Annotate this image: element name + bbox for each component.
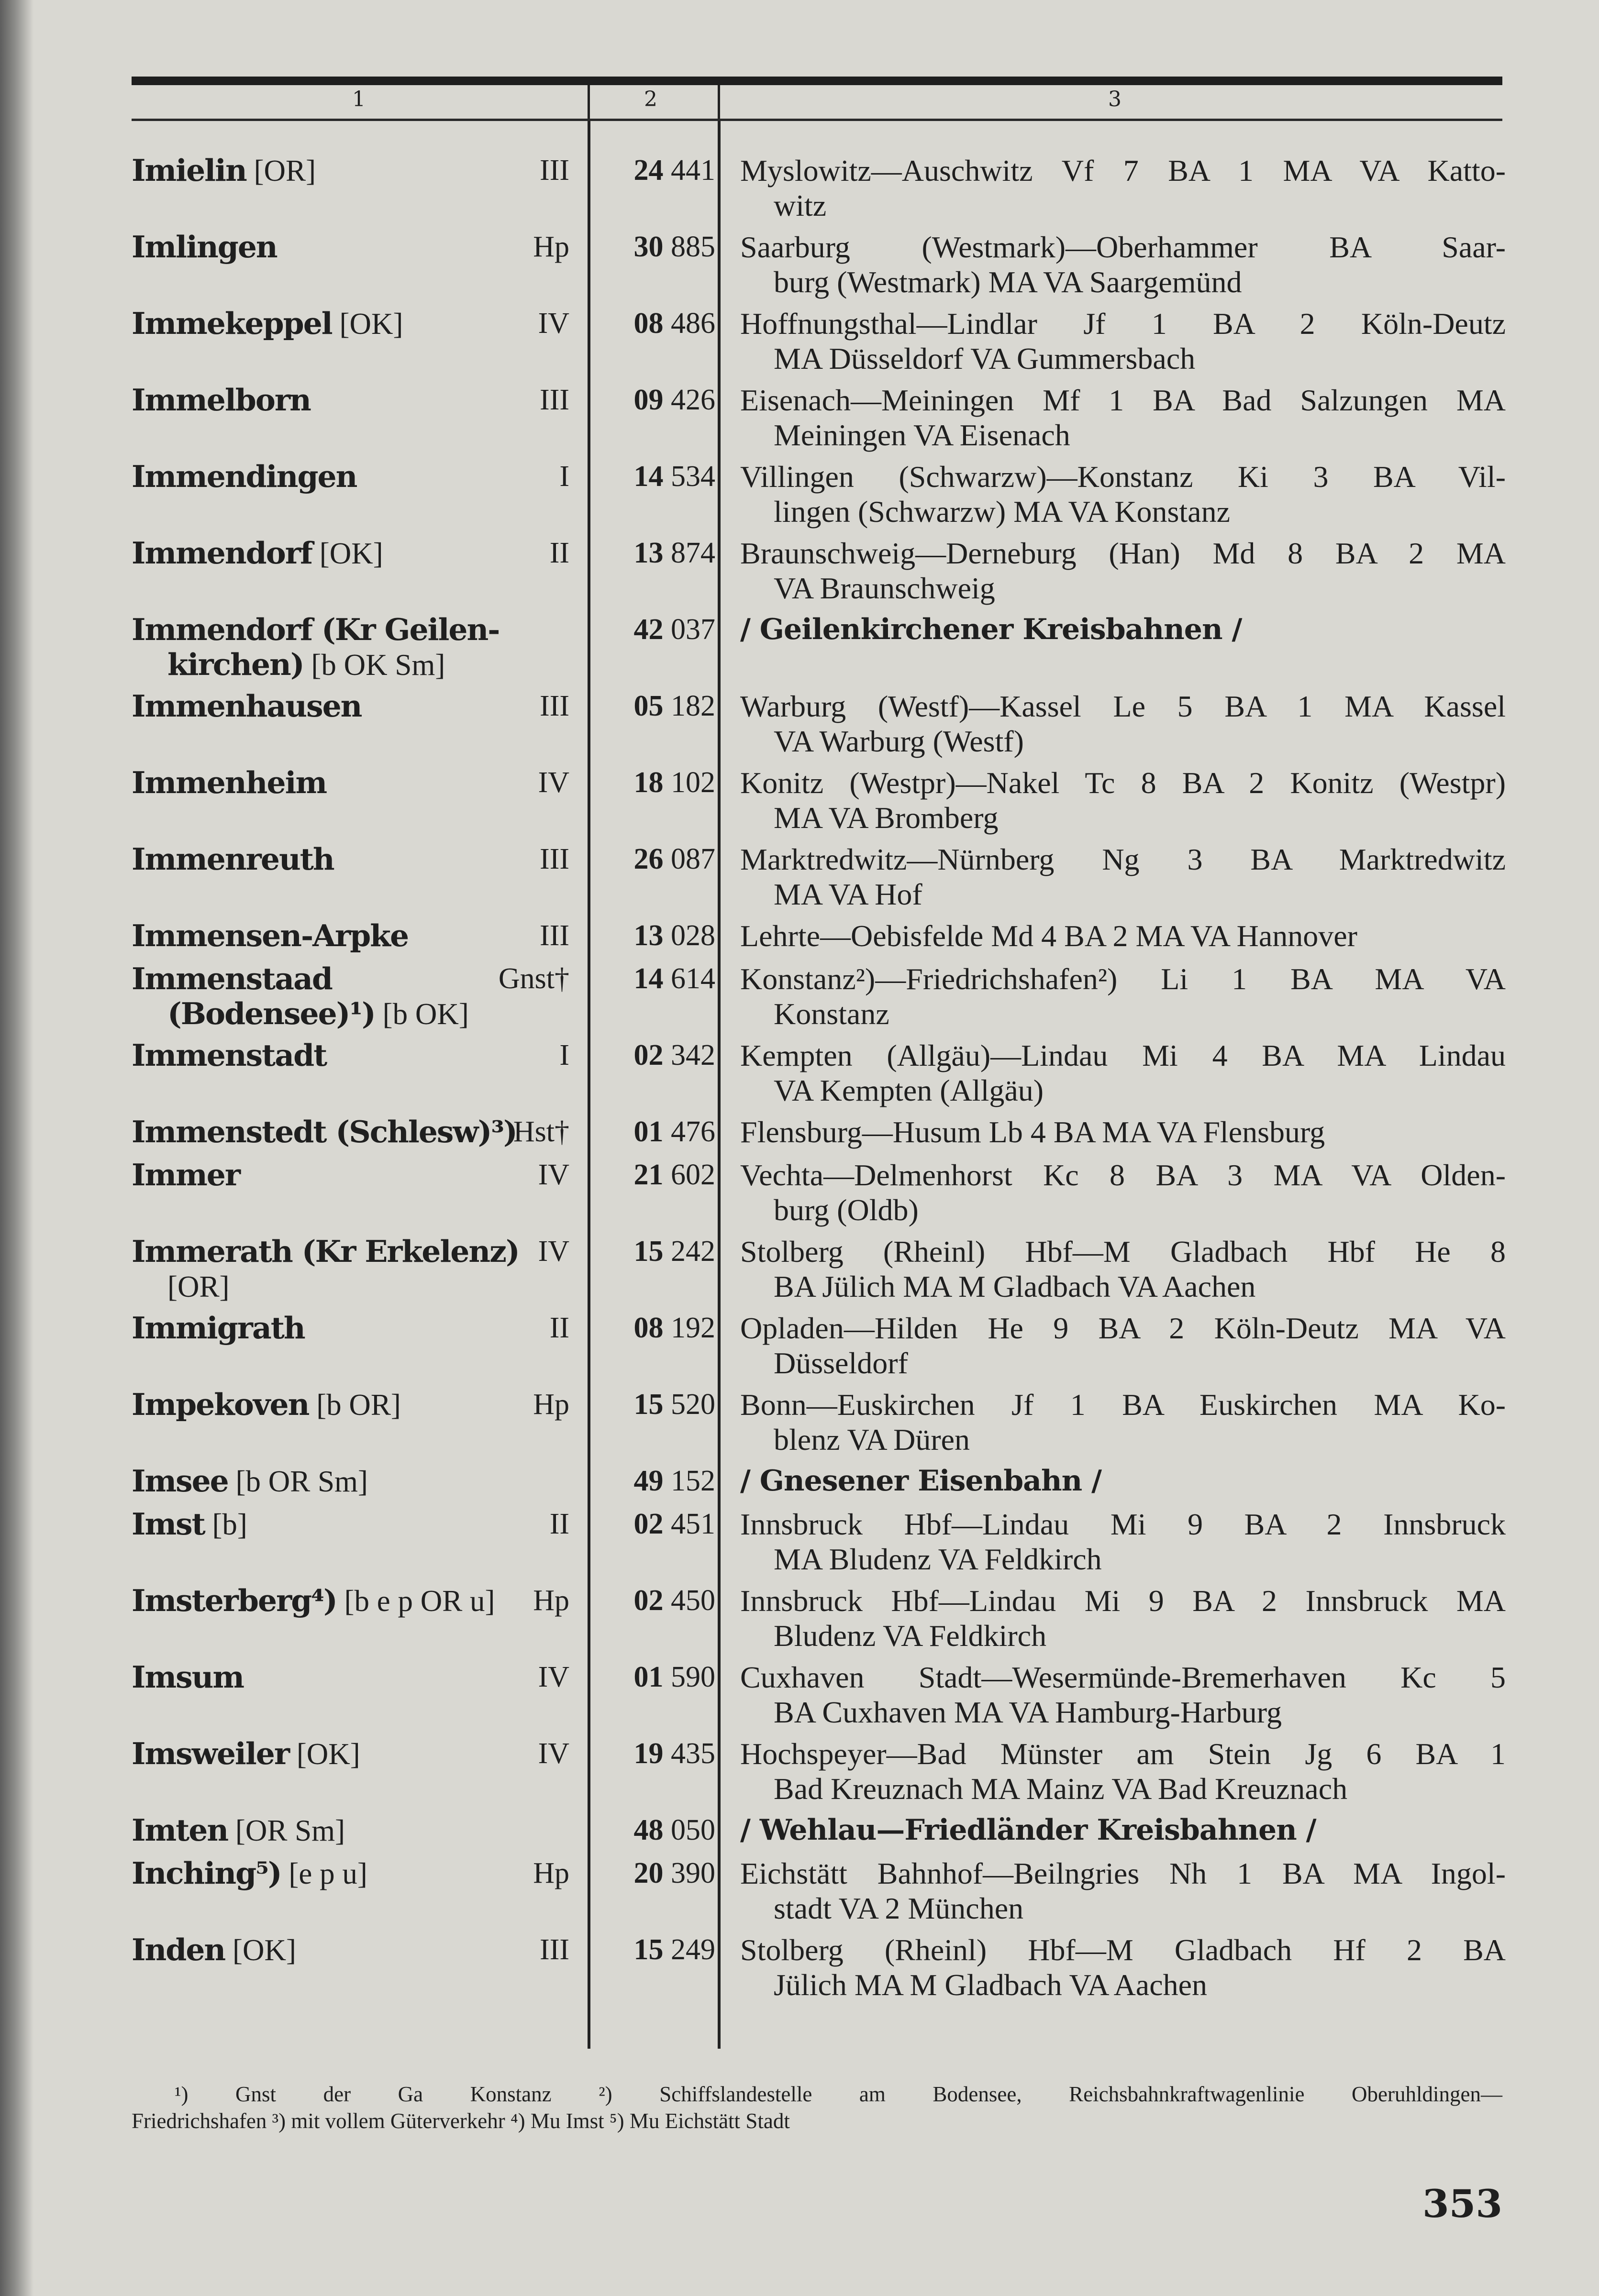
station-entry [0,230,1599,301]
station-number-suffix: 152 [671,1465,715,1497]
station-name-text: Inching⁵) [132,1855,281,1891]
route-line-1: / Wehlau—Friedländer Kreisbahnen / [740,1813,1316,1847]
column-divider-head-1 [588,85,590,119]
station-number-suffix: 534 [671,460,715,493]
route-line-2: Bludenz VA Feldkirch [774,1619,1047,1653]
station-entry [0,306,1599,378]
column-header-1: 1 [352,87,366,111]
station-number [596,1660,715,1695]
station-remarks: [e p u] [281,1857,367,1890]
route-line-1: Konstanz²)—Friedrichshafen²) Li 1 BA MA VA [740,962,1506,996]
route-line-2: Meiningen VA Eisenach [774,418,1070,452]
station-number-prefix: 30 [633,231,664,263]
station-remarks: [OK] [312,537,383,570]
station-name-text: Inden [132,1932,225,1967]
station-number-prefix: 13 [633,919,664,952]
route-description [740,765,1506,835]
station-name [132,765,514,800]
route-line-2: MA Bludenz VA Feldkirch [774,1542,1102,1576]
station-class: IV [538,1159,569,1191]
station-name [132,230,514,265]
station-number-prefix: 14 [633,460,664,493]
station-number-suffix: 037 [671,613,715,646]
route-line-1: Stolberg (Rheinl) Hbf—M Gladbach Hbf He 8 [740,1235,1506,1269]
station-number [596,153,715,188]
station-name [132,1038,514,1073]
route-description [740,1158,1506,1227]
route-description [740,961,1506,1031]
station-name [132,612,514,683]
route-description [740,842,1506,912]
station-name-text: Imlingen [132,229,277,265]
station-number-prefix: 15 [633,1933,664,1966]
route-description [740,536,1506,606]
station-number-prefix: 13 [633,537,664,569]
station-entry [0,842,1599,914]
column-header-2: 2 [644,87,657,111]
route-line-1: Hoffnungsthal—Lindlar Jf 1 BA 2 Köln-Deutz [740,307,1506,341]
station-number-prefix: 02 [633,1584,664,1617]
route-line-1: Flensburg—Husum Lb 4 BA MA VA Flensburg [740,1115,1325,1149]
station-entry [0,961,1599,1033]
station-number [596,1464,715,1499]
station-class: III [540,1933,569,1966]
station-entry [0,1932,1599,2004]
station-number-prefix: 19 [633,1737,664,1770]
station-remarks: [OR] [246,154,316,188]
route-description [740,306,1506,376]
station-number-prefix: 24 [633,154,664,187]
station-entry [0,1311,1599,1382]
route-line-1: Bonn—Euskirchen Jf 1 BA Euskirchen MA Ko- [740,1388,1506,1422]
station-number [596,842,715,877]
station-class: II [549,1508,569,1540]
route-line-2: VA Braunschweig [774,571,995,605]
station-name-continued: (Bodensee)¹) [167,996,375,1031]
route-line-2: burg (Oldb) [774,1193,919,1227]
station-number-prefix: 15 [633,1388,664,1421]
station-name [132,1660,514,1695]
route-description [740,1387,1506,1457]
station-entry [0,1038,1599,1110]
station-name-text: Imst [132,1506,205,1542]
station-number [596,689,715,724]
station-number-suffix: 451 [671,1508,715,1540]
route-line-1: Innsbruck Hbf—Lindau Mi 9 BA 2 Innsbruck [740,1507,1506,1541]
station-name [132,1813,514,1848]
station-number [596,1234,715,1269]
station-number-suffix: 242 [671,1235,715,1268]
station-number [596,1856,715,1891]
station-number-prefix: 14 [633,962,664,995]
route-line-2: stadt VA 2 München [774,1891,1024,1925]
station-number-suffix: 050 [671,1814,715,1846]
station-number-suffix: 102 [671,766,715,799]
station-number [596,1932,715,1967]
station-class: IV [538,766,569,799]
station-number [596,1158,715,1192]
route-line-1: Konitz (Westpr)—Nakel Tc 8 BA 2 Konitz (Westpr) [740,766,1506,800]
station-name [132,383,514,418]
station-number-suffix: 028 [671,919,715,952]
route-description [740,459,1506,529]
station-number-suffix: 486 [671,307,715,340]
route-line-2: BA Jülich MA M Gladbach VA Aachen [774,1269,1256,1303]
route-description [740,1038,1506,1108]
station-name-text: Immigrath [132,1310,305,1346]
route-line-1: Marktredwitz—Nürnberg Ng 3 BA Marktredwitz [740,842,1506,876]
station-name [132,961,514,1032]
station-entry [0,1158,1599,1229]
station-number [596,1311,715,1346]
route-line-2: MA Düsseldorf VA Gummersbach [774,342,1196,375]
station-remarks: [b OK Sm] [303,648,445,682]
station-name [132,842,514,877]
route-line-2: witz [774,188,827,222]
station-name-text: Immer [132,1157,240,1192]
station-remarks: [b OR] [309,1388,401,1422]
station-class: I [559,1039,569,1071]
station-name [132,153,514,188]
station-class: III [540,843,569,875]
column-header-3: 3 [1108,87,1122,111]
footnotes [132,2081,1502,2134]
station-name [132,1387,514,1423]
route-description [740,383,1506,453]
station-name-text: Immenstadt [132,1038,327,1073]
station-number [596,536,715,571]
page-number: 353 [1422,2181,1502,2226]
station-name-text: Imsterberg⁴) [132,1583,337,1618]
station-name-text: Imsum [132,1659,244,1695]
station-name [132,1856,514,1891]
station-number-prefix: 01 [633,1115,664,1148]
route-description [740,918,1506,953]
station-number-prefix: 48 [633,1814,664,1846]
station-class: III [540,690,569,722]
route-line-1: Innsbruck Hbf—Lindau Mi 9 BA 2 Innsbruck MA [740,1584,1506,1618]
station-entry [0,1660,1599,1732]
station-number-suffix: 476 [671,1115,715,1148]
route-line-1: Saarburg (Westmark)—Oberhammer BA Saar- [740,230,1506,264]
station-class: III [540,154,569,187]
station-entry [0,153,1599,225]
station-number-suffix: 192 [671,1312,715,1344]
station-remarks: [b OR Sm] [228,1465,368,1498]
route-description [740,1736,1506,1806]
route-line-2: BA Cuxhaven MA VA Hamburg-Harburg [774,1695,1282,1729]
station-class: Gnst† [498,962,569,995]
route-line-1: Villingen (Schwarzw)—Konstanz Ki 3 BA Vil- [740,460,1506,494]
station-number [596,612,715,647]
station-name [132,1158,514,1192]
station-number-prefix: 08 [633,1312,664,1344]
route-line-1: Braunschweig—Derneburg (Han) Md 8 BA 2 MA [740,536,1506,570]
station-class: III [540,384,569,416]
station-number [596,230,715,265]
route-description [740,1115,1506,1149]
station-name [132,1736,514,1772]
station-remarks: [OR] [167,1270,230,1303]
route-description [740,1234,1506,1304]
station-number-prefix: 18 [633,766,664,799]
station-name-text: Immenstedt (Schlesw)³) [132,1114,517,1149]
station-name-text: Immelborn [132,382,311,418]
route-line-2: lingen (Schwarzw) MA VA Konstanz [774,495,1230,529]
station-number-prefix: 26 [633,843,664,875]
station-name [132,306,514,342]
station-name [132,918,514,953]
header-rule [132,119,1502,121]
station-name-text: Imielin [132,153,246,188]
station-name-continued: kirchen) [167,647,304,682]
station-number-prefix: 42 [633,613,664,646]
station-number-prefix: 05 [633,690,664,722]
station-name-text: Imsweiler [132,1736,289,1771]
station-name [132,1464,514,1499]
route-line-2: MA VA Hof [774,877,922,911]
station-class: I [559,460,569,493]
route-line-1: Myslowitz—Auschwitz Vf 7 BA 1 MA VA Katto- [740,154,1506,188]
footnote-line-2: Friedrichshafen ³) mit vollem Güterverkehr ⁴) Mu Imst ⁵) Mu Eichstätt Stadt [132,2109,790,2133]
station-remarks: [b] [204,1508,247,1541]
route-description [740,1583,1506,1653]
station-name-text: Immendingen [132,459,357,494]
route-line-2: blenz VA Düren [774,1423,970,1457]
station-number-suffix: 390 [671,1857,715,1889]
route-description [740,1311,1506,1380]
route-line-2: burg (Westmark) MA VA Saargemünd [774,265,1242,299]
footnote-line-1: ¹) Gnst der Ga Konstanz ²) Schiffslandestelle am Bodensee, Reichsbahnkraftwagenlinie Oberuhldingen— [175,2082,1502,2106]
station-number-suffix: 874 [671,537,715,569]
station-entry [0,536,1599,607]
station-number [596,459,715,494]
station-name-text: Immendorf [132,535,312,571]
station-entry [0,612,1599,684]
route-description [740,1660,1506,1730]
station-entry [0,689,1599,761]
station-number [596,1583,715,1618]
route-line-1: Hochspeyer—Bad Münster am Stein Jg 6 BA 1 [740,1737,1506,1771]
station-name-text: Immenhausen [132,688,362,724]
station-name [132,1507,514,1542]
station-name [132,1114,517,1149]
station-name [132,536,514,571]
station-entry [0,1507,1599,1578]
route-line-1: / Geilenkirchener Kreisbahnen / [740,613,1242,646]
station-number-suffix: 182 [671,690,715,722]
station-entry [0,1856,1599,1928]
route-line-2: Düsseldorf [774,1346,908,1380]
station-remarks: [OK] [289,1737,360,1771]
station-number [596,918,715,953]
route-line-1: Cuxhaven Stadt—Wesermünde-Bremerhaven Kc 5 [740,1660,1506,1694]
station-name-text: Imsee [132,1463,228,1499]
station-class: IV [538,1661,569,1693]
route-description [740,1507,1506,1577]
station-class: IV [538,307,569,340]
route-line-1: Stolberg (Rheinl) Hbf—M Gladbach Hf 2 BA [740,1933,1506,1967]
station-number-prefix: 02 [633,1508,664,1540]
route-description [740,1932,1506,2002]
station-name-text: Immerath (Kr Erkelenz) [132,1234,519,1269]
station-name-text: Immenheim [132,765,327,800]
route-line-2: VA Warburg (Westf) [774,724,1024,758]
route-description [740,689,1506,759]
station-remarks: [b e p OR u] [336,1584,495,1618]
station-name [132,1583,514,1619]
station-entry [0,383,1599,454]
station-entry [0,1583,1599,1655]
top-rule [132,77,1502,85]
station-entry [0,459,1599,531]
route-description [740,1813,1506,1848]
station-number-suffix: 520 [671,1388,715,1421]
station-name-text: Imten [132,1812,228,1848]
station-name [132,689,514,724]
station-number-prefix: 02 [633,1039,664,1071]
station-number [596,961,715,996]
station-entry [0,765,1599,837]
route-line-2: MA VA Bromberg [774,801,999,835]
station-number [596,1387,715,1422]
station-name [132,459,514,494]
station-number-prefix: 08 [633,307,664,340]
station-class: Hp [533,231,569,263]
station-number [596,1115,715,1149]
station-name-text: Immendorf (Kr Geilen- [132,612,500,647]
route-description [740,230,1506,299]
route-line-2: VA Kempten (Allgäu) [774,1073,1044,1107]
station-number [596,306,715,341]
station-entry [0,1234,1599,1306]
station-number-suffix: 450 [671,1584,715,1617]
station-class: Hst† [513,1115,569,1148]
route-line-1: / Gnesener Eisenbahn / [740,1464,1102,1498]
station-entry [0,1736,1599,1808]
station-number [596,383,715,418]
station-class: IV [538,1235,569,1268]
route-description [740,153,1506,223]
station-number-suffix: 602 [671,1159,715,1191]
station-number [596,1736,715,1771]
station-number-suffix: 426 [671,384,715,416]
station-remarks: [OK] [225,1933,296,1967]
station-number [596,1507,715,1542]
station-name [132,1311,514,1346]
station-number-suffix: 590 [671,1661,715,1693]
station-number [596,765,715,800]
station-name [132,1234,519,1304]
station-number-suffix: 342 [671,1039,715,1071]
station-number-suffix: 249 [671,1933,715,1966]
station-number-suffix: 441 [671,154,715,187]
station-number-suffix: 435 [671,1737,715,1770]
route-line-1: Kempten (Allgäu)—Lindau Mi 4 BA MA Lindau [740,1038,1506,1072]
station-name-text: Immenstaad [132,961,332,996]
route-line-1: Warburg (Westf)—Kassel Le 5 BA 1 MA Kassel [740,689,1506,723]
station-number-suffix: 614 [671,962,715,995]
station-class: IV [538,1737,569,1770]
route-line-1: Lehrte—Oebisfelde Md 4 BA 2 MA VA Hannover [740,919,1357,953]
station-number-prefix: 15 [633,1235,664,1268]
station-name [132,1932,514,1968]
route-line-2: Jülich MA M Gladbach VA Aachen [774,1968,1207,2002]
station-class: Hp [533,1584,569,1617]
station-class: II [549,1312,569,1344]
route-description [740,612,1506,647]
route-description [740,1856,1506,1926]
station-name-text: Immenreuth [132,841,334,877]
route-line-1: Vechta—Delmenhorst Kc 8 BA 3 MA VA Olden- [740,1158,1506,1192]
station-class: II [549,537,569,569]
route-line-2: Bad Kreuznach MA Mainz VA Bad Kreuznach [774,1772,1348,1806]
station-name-text: Immensen-Arpke [132,918,409,953]
route-line-1: Eichstätt Bahnhof—Beilngries Nh 1 BA MA Ingol- [740,1856,1506,1890]
station-class: Hp [533,1388,569,1421]
station-entry [0,1387,1599,1459]
station-number-suffix: 087 [671,843,715,875]
station-number-prefix: 01 [633,1661,664,1693]
station-number-suffix: 885 [671,231,715,263]
route-line-2: Konstanz [774,997,889,1031]
route-line-1: Eisenach—Meiningen Mf 1 BA Bad Salzungen MA [740,383,1506,417]
station-number [596,1813,715,1848]
station-number-prefix: 09 [633,384,664,416]
station-class: III [540,919,569,952]
station-number-prefix: 21 [633,1159,664,1191]
station-remarks: [OK] [332,307,403,341]
station-number [596,1038,715,1073]
station-remarks: [OR Sm] [228,1814,345,1847]
station-name-text: Impekoven [132,1387,309,1422]
station-class: Hp [533,1857,569,1889]
station-name-text: Immekeppel [132,306,332,341]
column-divider-head-2 [718,85,720,119]
route-description [740,1464,1506,1499]
station-remarks: [b OK] [375,997,469,1031]
station-number-prefix: 20 [633,1857,664,1889]
station-number-prefix: 49 [633,1465,664,1497]
route-line-1: Opladen—Hilden He 9 BA 2 Köln-Deutz MA VA [740,1311,1506,1345]
